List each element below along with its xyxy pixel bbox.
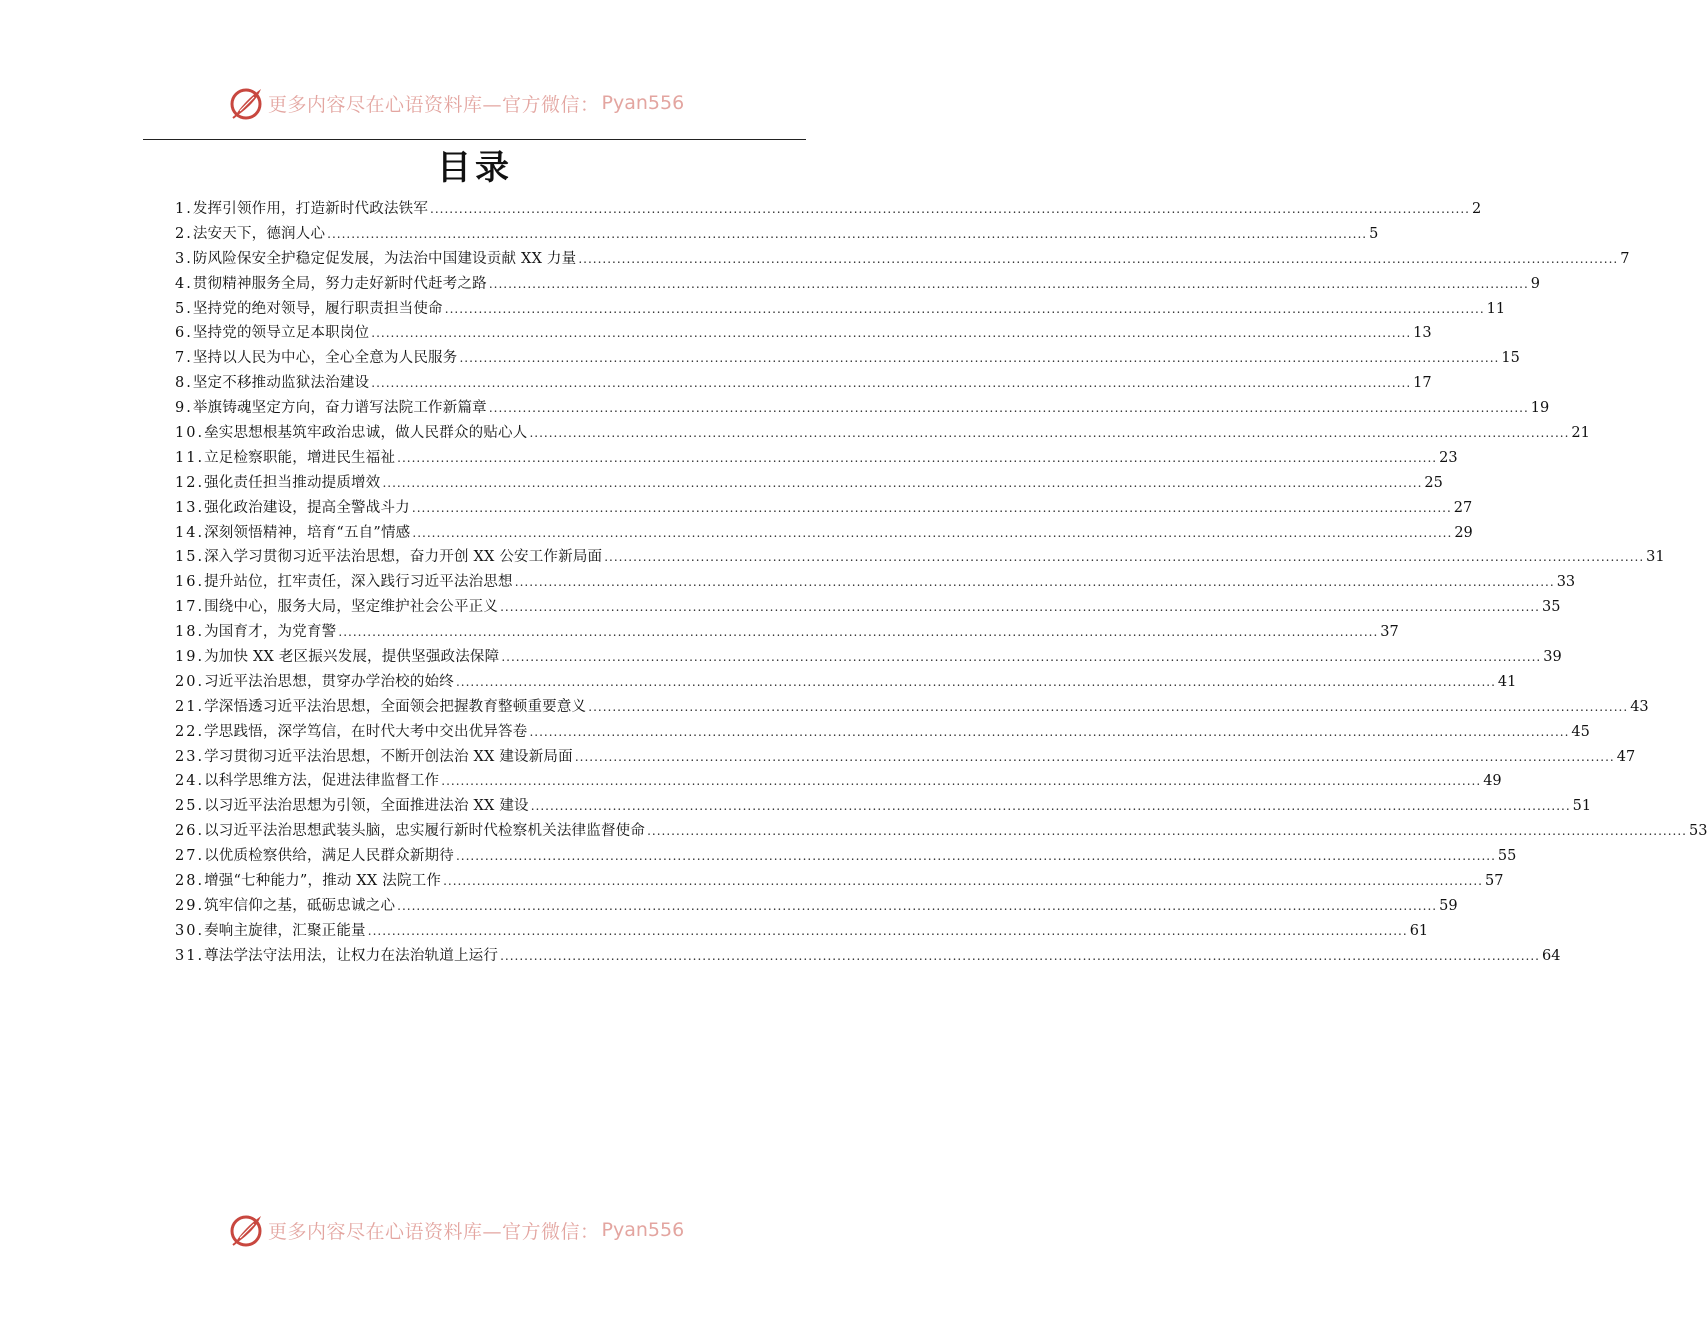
toc-entry-number: 7. (175, 350, 193, 367)
toc-entry-number: 25. (175, 798, 205, 815)
toc-entry-title (175, 545, 602, 570)
toc-entry-number: 15. (175, 549, 205, 566)
toc-entry-label: 坚持党的领导立足本职岗位 (192, 325, 370, 342)
toc-entry[interactable] (175, 745, 1636, 770)
toc-entry-number: 5. (175, 300, 193, 317)
toc-entry[interactable] (175, 944, 1561, 969)
toc-entry-number: 8. (175, 375, 193, 392)
toc-entry[interactable] (175, 321, 1432, 346)
toc-entry[interactable] (175, 819, 1707, 844)
toc-entry[interactable] (175, 869, 1504, 894)
toc-entry-page: 9 (1530, 275, 1540, 292)
toc-entry-number: 11. (175, 449, 205, 466)
toc-entry-label: 深入学习贯彻习近平法治思想，奋力开创 XX 公安工作新局面 (204, 549, 603, 566)
toc-entry-title (175, 645, 499, 670)
toc-entry-page: 21 (1571, 425, 1590, 442)
toc-entry-page: 2 (1471, 201, 1482, 217)
toc-entry-page: 55 (1497, 848, 1517, 865)
toc-entry-label: 强化政治建设，提高全警战斗力 (204, 499, 410, 516)
toc-entry-label: 垒实思想根基筑牢政治忠诚，做人民群众的贴心人 (204, 425, 528, 442)
toc-entry-page: 11 (1486, 300, 1506, 317)
toc-dot-leader (501, 645, 1541, 670)
toc-entry-title (175, 620, 336, 645)
footer-banner (228, 1210, 748, 1250)
toc-entry[interactable] (175, 670, 1517, 695)
toc-entry-page: 27 (1453, 499, 1473, 516)
toc-entry-page: 64 (1541, 947, 1561, 964)
toc-entry-number: 10. (175, 425, 205, 442)
toc-dot-leader (489, 396, 1529, 421)
toc-entry-title (175, 247, 576, 272)
toc-entry-page: 17 (1413, 375, 1432, 392)
toc-entry-label: 举旗铸魂坚定方向，奋力谱写法院工作新篇章 (192, 400, 487, 417)
toc-entry-number: 27. (175, 848, 205, 865)
toc-entry-label: 尊法学法守法用法，让权力在法治轨道上运行 (204, 947, 499, 964)
toc-dot-leader (531, 794, 1571, 819)
toc-dot-leader (327, 222, 1367, 247)
toc-entry-label: 增强“七种能力”，推动 XX 法院工作 (204, 873, 442, 890)
toc-entry-title (175, 570, 513, 595)
toc-entry[interactable] (175, 496, 1473, 521)
wechat-id: Pyan556 (601, 92, 685, 114)
toc-entry-title (175, 919, 366, 944)
toc-entry-number: 16. (175, 574, 205, 591)
toc-dot-leader (456, 844, 1496, 869)
toc-entry-page: 41 (1497, 673, 1517, 690)
toc-entry[interactable] (175, 371, 1432, 396)
toc-entry-title (175, 670, 454, 695)
toc-dot-leader (371, 371, 1411, 396)
toc-entry-title (175, 944, 498, 969)
toc-entry-title (175, 346, 457, 371)
toc-entry-label: 为国育才，为党育警 (204, 624, 337, 641)
toc-entry-number: 28. (175, 873, 205, 890)
toc-entry-title (175, 272, 487, 297)
toc-entry[interactable] (175, 471, 1443, 496)
toc-dot-leader (515, 570, 1555, 595)
toc-entry[interactable] (175, 570, 1576, 595)
toc-dot-leader (588, 695, 1628, 720)
banner-text: 更多内容尽在心语资料库—官方微信： (268, 93, 600, 116)
toc-entry-number: 30. (175, 922, 205, 939)
toc-dot-leader (412, 496, 1452, 521)
toc-entry[interactable] (175, 769, 1502, 794)
toc-entry-title (175, 197, 428, 222)
toc-dot-leader (397, 446, 1437, 471)
toc-dot-leader (382, 471, 1422, 496)
toc-entry-label: 奏响主旋律，汇聚正能量 (204, 922, 366, 939)
toc-entry[interactable] (175, 844, 1517, 869)
toc-entry-title (175, 720, 527, 745)
toc-entry-title (175, 745, 573, 770)
toc-entry-label: 坚持党的绝对领导，履行职责担当使命 (192, 300, 443, 317)
toc-entry-label: 习近平法治思想，贯穿办学治校的始终 (204, 673, 454, 690)
toc-entry-number: 21. (175, 698, 205, 715)
toc-entry-label: 筑牢信仰之基，砥砺忠诚之心 (204, 897, 396, 914)
toc-entry-page: 43 (1630, 698, 1649, 715)
toc-entry-page: 37 (1380, 624, 1399, 641)
toc-entry-title (175, 222, 325, 247)
toc-entry-title (175, 321, 369, 346)
toc-entry-number: 6. (175, 325, 193, 342)
toc-entry-title (175, 769, 439, 794)
toc-entry-label: 以优质检察供给，满足人民群众新期待 (204, 848, 454, 865)
toc-entry-number: 4. (175, 275, 193, 292)
toc-entry-label: 以习近平法治思想武装头脑，忠实履行新时代检察机关法律监督使命 (204, 823, 646, 840)
toc-entry-title (175, 794, 529, 819)
page-title: 目录 (437, 148, 513, 188)
toc-entry-title (175, 869, 441, 894)
toc-entry[interactable] (175, 645, 1562, 670)
toc-entry-title (175, 844, 454, 869)
toc-entry-number: 1. (175, 201, 193, 217)
toc-dot-leader (489, 272, 1529, 297)
toc-dot-leader (445, 297, 1485, 322)
toc-entry-title (175, 819, 645, 844)
toc-entry-number: 31. (175, 947, 205, 964)
table-of-contents (175, 197, 1707, 969)
toc-dot-leader (456, 670, 1496, 695)
toc-entry-page: 35 (1541, 599, 1561, 616)
toc-dot-leader (368, 919, 1408, 944)
toc-dot-leader (529, 421, 1569, 446)
toc-entry[interactable] (175, 720, 1590, 745)
toc-entry[interactable] (175, 247, 1630, 272)
toc-dot-leader (371, 321, 1411, 346)
toc-entry-label: 坚定不移推动监狱法治建设 (192, 375, 370, 392)
toc-entry-label: 贯彻精神服务全局，努力走好新时代赶考之路 (192, 275, 487, 292)
toc-dot-leader (604, 545, 1644, 570)
toc-entry-number: 17. (175, 599, 205, 616)
toc-entry[interactable] (175, 222, 1379, 247)
toc-entry-number: 14. (175, 524, 205, 541)
toc-dot-leader (500, 944, 1540, 969)
toc-entry-label: 发挥引领作用，打造新时代政法铁军 (192, 201, 429, 217)
toc-entry-title (175, 695, 586, 720)
toc-entry[interactable] (175, 346, 1520, 371)
toc-entry-page: 31 (1646, 549, 1665, 566)
toc-entry-page: 23 (1439, 449, 1458, 466)
toc-entry-number: 23. (175, 748, 205, 765)
toc-entry-number: 18. (175, 624, 205, 641)
toc-entry-label: 以科学思维方法，促进法律监督工作 (204, 773, 440, 790)
toc-entry-page: 15 (1501, 350, 1520, 367)
toc-entry[interactable] (175, 272, 1540, 297)
toc-entry-page: 45 (1571, 723, 1590, 740)
toc-entry-page: 13 (1413, 325, 1432, 342)
toc-entry-number: 2. (175, 225, 193, 242)
toc-entry-label: 防风险保安全护稳定促发展，为法治中国建设贡献 XX 力量 (192, 250, 577, 267)
toc-entry[interactable] (175, 446, 1458, 471)
toc-dot-leader (647, 819, 1687, 844)
toc-dot-leader (575, 745, 1615, 770)
toc-entry-title (175, 396, 487, 421)
toc-entry-number: 19. (175, 649, 205, 666)
toc-entry-number: 24. (175, 773, 205, 790)
toc-entry[interactable] (175, 794, 1592, 819)
toc-dot-leader (500, 595, 1540, 620)
toc-dot-leader (338, 620, 1378, 645)
toc-entry-page: 19 (1530, 400, 1550, 417)
toc-entry-page: 29 (1454, 524, 1473, 541)
quill-logo-icon (228, 85, 264, 121)
toc-entry-label: 深刻领悟精神，培育“五自”情感 (204, 524, 411, 541)
toc-entry-label: 强化责任担当推动提质增效 (204, 474, 381, 491)
toc-entry-title (175, 521, 410, 546)
toc-entry-number: 12. (175, 474, 205, 491)
toc-dot-leader (443, 869, 1483, 894)
quill-logo-icon (228, 1212, 264, 1248)
toc-entry-page: 5 (1369, 225, 1379, 242)
toc-entry-page: 25 (1424, 474, 1443, 491)
toc-entry-number: 13. (175, 499, 205, 516)
toc-entry-title (175, 894, 395, 919)
toc-entry-title (175, 446, 395, 471)
toc-entry-label: 法安天下，德润人心 (192, 225, 326, 242)
toc-entry-page: 51 (1572, 798, 1592, 815)
toc-dot-leader (578, 247, 1618, 272)
toc-dot-leader (459, 346, 1499, 371)
toc-entry-label: 学思践悟，深学笃信，在时代大考中交出优异答卷 (204, 723, 528, 740)
toc-entry-number: 26. (175, 823, 205, 840)
toc-entry-page: 61 (1409, 922, 1429, 939)
toc-entry[interactable] (175, 197, 1482, 222)
toc-entry[interactable] (175, 695, 1649, 720)
toc-dot-leader (430, 197, 1470, 222)
toc-entry-title (175, 471, 380, 496)
toc-entry-page: 53 (1688, 823, 1707, 840)
toc-entry-label: 坚持以人民为中心，全心全意为人民服务 (192, 350, 458, 367)
toc-entry-title (175, 297, 443, 322)
header-banner (228, 83, 748, 123)
toc-entry-number: 20. (175, 673, 205, 690)
toc-entry[interactable] (175, 919, 1429, 944)
toc-entry-number: 29. (175, 897, 205, 914)
toc-entry-page: 49 (1483, 773, 1502, 790)
toc-entry-label: 学深悟透习近平法治思想，全面领会把握教育整顿重要意义 (204, 698, 587, 715)
toc-entry-label: 提升站位，扛牢责任，深入践行习近平法治思想 (204, 574, 513, 591)
toc-dot-leader (412, 521, 1452, 546)
toc-entry-page: 59 (1439, 897, 1458, 914)
toc-entry-label: 为加快 XX 老区振兴发展，提供坚强政法保障 (204, 649, 500, 666)
toc-entry[interactable] (175, 521, 1473, 546)
toc-entry[interactable] (175, 894, 1458, 919)
toc-entry-title (175, 595, 498, 620)
toc-entry[interactable] (175, 396, 1550, 421)
toc-entry[interactable] (175, 297, 1506, 322)
toc-entry-number: 3. (175, 250, 193, 267)
toc-entry[interactable] (175, 545, 1665, 570)
toc-entry[interactable] (175, 595, 1561, 620)
toc-entry-label: 学习贯彻习近平法治思想，不断开创法治 XX 建设新局面 (204, 748, 573, 765)
toc-entry-number: 22. (175, 723, 205, 740)
toc-entry-label: 以习近平法治思想为引领，全面推进法治 XX 建设 (204, 798, 529, 815)
toc-dot-leader (441, 769, 1481, 794)
toc-entry-page: 47 (1616, 748, 1636, 765)
wechat-id: Pyan556 (601, 1219, 685, 1241)
toc-entry-label: 围绕中心，服务大局，坚定维护社会公平正义 (204, 599, 499, 616)
toc-entry[interactable] (175, 620, 1399, 645)
toc-entry-page: 57 (1484, 873, 1504, 890)
toc-dot-leader (397, 894, 1437, 919)
header-divider (143, 139, 806, 140)
toc-entry-title (175, 371, 369, 396)
toc-entry-title (175, 421, 527, 446)
toc-dot-leader (529, 720, 1569, 745)
toc-entry-label: 立足检察职能，增进民生福祉 (204, 449, 396, 466)
toc-entry-number: 9. (175, 400, 193, 417)
banner-text: 更多内容尽在心语资料库—官方微信： (268, 1220, 600, 1243)
toc-entry[interactable] (175, 421, 1590, 446)
toc-entry-title (175, 496, 410, 521)
toc-entry-page: 39 (1543, 649, 1562, 666)
toc-entry-page: 33 (1556, 574, 1576, 591)
toc-entry-page: 7 (1620, 250, 1630, 267)
